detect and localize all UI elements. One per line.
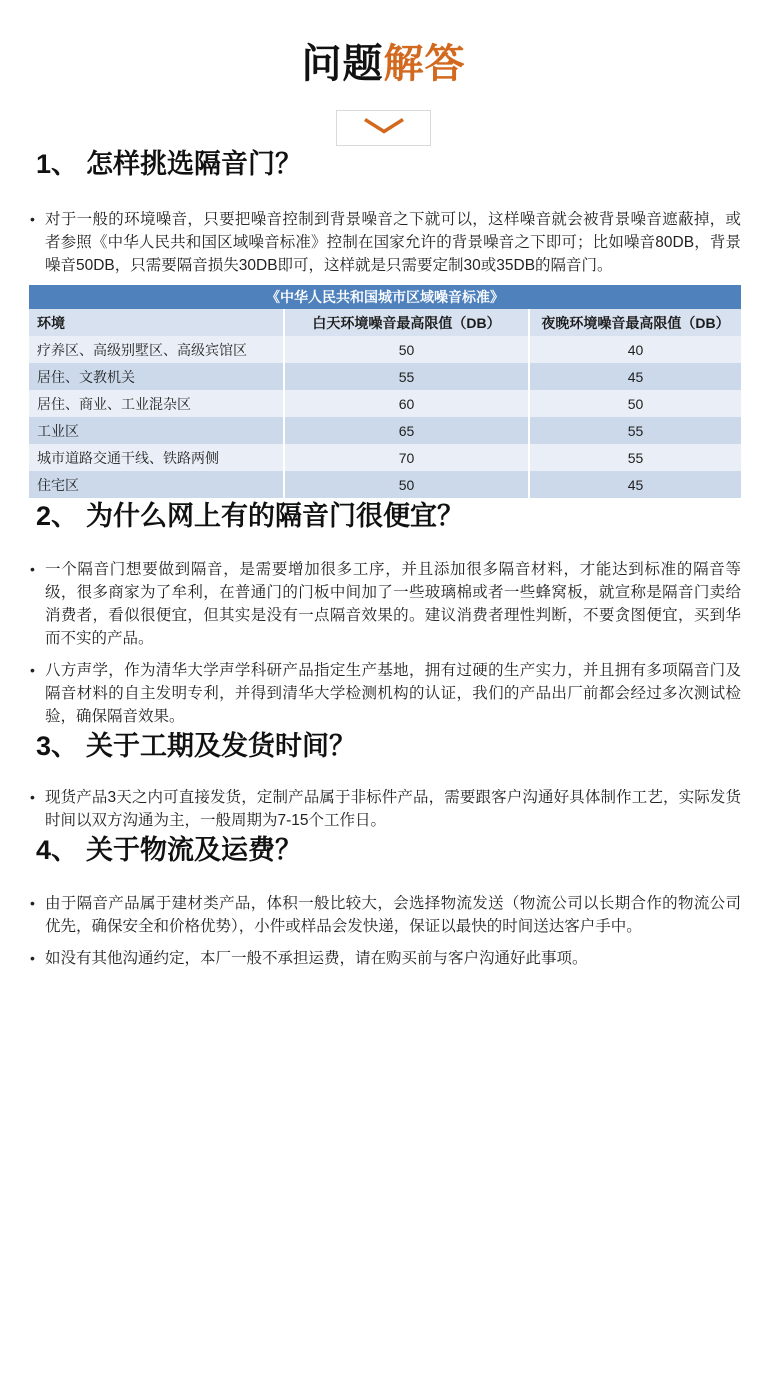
bullet-icon: •: [30, 895, 35, 911]
question-number: 3、: [36, 731, 79, 761]
page-title-orange: 解答: [383, 42, 466, 86]
cell-night: 45: [529, 363, 742, 390]
bullet-item: [30, 947, 741, 970]
bullet-icon: •: [30, 789, 35, 805]
cell-day: 65: [284, 417, 529, 444]
question-text: 为什么网上有的隔音门很便宜？: [86, 501, 465, 531]
cell-night: 40: [529, 336, 742, 363]
bullet-list-2: [30, 558, 741, 728]
bullet-text: 一个隔音门想要做到隔音，是需要增加很多工序，并且添加很多隔音材料，才能达到标准的隔音等级，很多商家为了牟利，在普通门的门板中间加了一些玻璃棉或者一些蜂窝板，就宣称是隔音门卖给消费者，看似很便宜，但其实是没有一点隔音效果的。建议消费者理性判断，不要贪图便宜，买到华而不实的产品。: [45, 561, 741, 647]
question-heading-2: [36, 498, 767, 534]
table-header-row: [28, 309, 742, 336]
cell-day: 60: [284, 390, 529, 417]
bullet-item: [30, 208, 741, 277]
bullet-list-3: [30, 786, 741, 832]
table-row: [28, 336, 742, 363]
cell-night: 55: [529, 444, 742, 471]
bullet-icon: •: [30, 662, 35, 678]
table-title: 《中华人民共和国城市区域噪音标准》: [28, 285, 742, 309]
question-number: 1、: [36, 149, 79, 179]
table-row: [28, 444, 742, 471]
bullet-text: 八方声学，作为清华大学声学科研产品指定生产基地，拥有过硬的生产实力，并且拥有多项隔音门及隔音材料的自主发明专利，并得到清华大学检测机构的认证，我们的产品出厂前都会经过多次测试检验，确保隔音效果。: [45, 662, 741, 725]
cell-env: 疗养区、高级别墅区、高级宾馆区: [28, 336, 284, 363]
table-row: [28, 390, 742, 417]
cell-env: 居住、文教机关: [28, 363, 284, 390]
table-title-row: [28, 285, 742, 309]
page-title-black: 问题: [301, 42, 384, 86]
cell-night: 55: [529, 417, 742, 444]
column-header-day: 白天环境噪音最高限值（DB）: [284, 309, 529, 336]
bullet-list-1: [30, 208, 741, 277]
question-heading-3: [36, 728, 767, 764]
faq-section-2: [0, 498, 767, 728]
faq-section-3: [0, 728, 767, 832]
question-number: 2、: [36, 501, 79, 531]
cell-env: 居住、商业、工业混杂区: [28, 390, 284, 417]
cell-night: 45: [529, 471, 742, 498]
question-text: 关于工期及发货时间？: [86, 731, 357, 761]
bullet-item: [30, 892, 741, 938]
bullet-icon: •: [30, 561, 35, 577]
question-number: 4、: [36, 835, 79, 865]
cell-env: 工业区: [28, 417, 284, 444]
bullet-text: 对于一般的环境噪音，只要把噪音控制到背景噪音之下就可以，这样噪音就会被背景噪音遮蔽掉，或者参照《中华人民共和国区域噪音标准》控制在国家允许的背景噪音之下即可；比如噪音80DB，背景噪音50DB，只需要隔音损失30DB即可，这样就是只需要定制30或35DB的隔音门。: [45, 211, 741, 274]
bullet-item: [30, 786, 741, 832]
cell-env: 城市道路交通干线、铁路两侧: [28, 444, 284, 471]
bullet-text: 由于隔音产品属于建材类产品，体积一般比较大，会选择物流发送（物流公司以长期合作的物流公司优先，确保安全和价格优势），小件或样品会发快递，保证以最快的时间送达客户手中。: [45, 895, 741, 935]
question-heading-1: [36, 146, 767, 182]
question-text: 怎样挑选隔音门？: [86, 149, 303, 179]
noise-standard-table: [27, 285, 743, 498]
table-row: [28, 471, 742, 498]
chevron-down-icon: [362, 117, 406, 140]
bullet-text: 现货产品3天之内可直接发货，定制产品属于非标件产品，需要跟客户沟通好具体制作工艺，实际发货时间以双方沟通为主，一般周期为7-15个工作日。: [45, 789, 741, 829]
bullet-text: 如没有其他沟通约定，本厂一般不承担运费，请在购买前与客户沟通好此事项。: [45, 950, 588, 967]
cell-day: 70: [284, 444, 529, 471]
cell-env: 住宅区: [28, 471, 284, 498]
page-title: [0, 0, 767, 88]
faq-section-1: [0, 146, 767, 498]
cell-night: 50: [529, 390, 742, 417]
table-row: [28, 417, 742, 444]
bullet-icon: •: [30, 211, 35, 227]
question-text: 关于物流及运费？: [86, 835, 303, 865]
bullet-item: [30, 558, 741, 650]
cell-day: 55: [284, 363, 529, 390]
column-header-env: 环境: [28, 309, 284, 336]
bullet-icon: •: [30, 950, 35, 966]
cell-day: 50: [284, 471, 529, 498]
faq-section-4: [0, 832, 767, 970]
bullet-item: [30, 659, 741, 728]
column-header-night: 夜晚环境噪音最高限值（DB）: [529, 309, 742, 336]
bullet-list-4: [30, 892, 741, 970]
question-heading-4: [36, 832, 767, 868]
table-row: [28, 363, 742, 390]
cell-day: 50: [284, 336, 529, 363]
expand-button[interactable]: [336, 110, 431, 146]
